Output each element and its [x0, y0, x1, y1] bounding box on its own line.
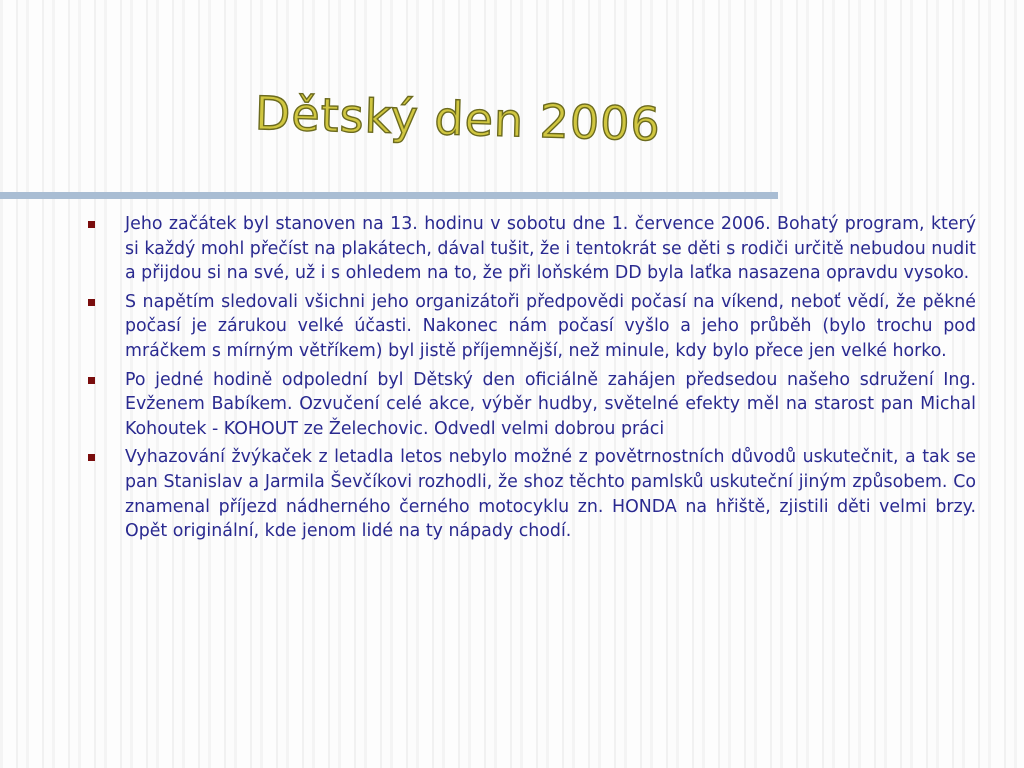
slide-title: Dětský den 2006: [254, 86, 662, 152]
square-bullet-icon: [88, 299, 95, 306]
bullet-text: Po jedné hodině odpolední byl Dětský den oficiálně zahájen předsedou našeho sdružení Ing. Evženem Babíkem. Ozvučení celé akce, výběr hudby, světelné efekty měl na starost pan Michal Kohoutek - KOHOUT ze Želechovic. Odvedl velmi dobrou práci: [125, 369, 976, 439]
bullet-list: [86, 212, 976, 548]
bullet-text: Jeho začátek byl stanoven na 13. hodinu v sobotu dne 1. července 2006. Bohatý program, který si každý mohl přečíst na plakátech, dával tušit, že i tentokrát se děti s rodiči určitě nebudou nudit a přijdou si na své, už i s ohledem na to, že při loňském DD byla laťka nasazena opravdu vysoko.: [125, 214, 976, 284]
square-bullet-icon: [88, 377, 95, 384]
bullet-text: Vyhazování žvýkaček z letadla letos nebylo možné z povětrnostních důvodů uskutečnit, a tak se pan Stanislav a Jarmila Ševčíkovi rozhodli, že shoz těchto pamlsků uskuteční jiným způsobem. Co znamenal příjezd nádherného černého motocyklu zn. HONDA na hřiště, zjistili děti velmi brzy. Opět originální, kde jenom lidé na ty nápady chodí.: [125, 447, 976, 542]
bullet-item-3: [86, 368, 976, 442]
bullet-item-1: [86, 212, 976, 286]
square-bullet-icon: [88, 221, 95, 228]
title-divider: [0, 192, 778, 199]
square-bullet-icon: [88, 454, 95, 461]
bullet-item-4: [86, 445, 976, 543]
bullet-text: S napětím sledovali všichni jeho organizátoři předpovědi počasí na víkend, neboť vědí, že pěkné počasí je zárukou velké účasti. Nakonec nám počasí vyšlo a jeho průběh (bylo trochu pod mráčkem s mírným větříkem) byl jistě příjemnější, než minule, kdy bylo přece jen velké horko.: [125, 291, 976, 361]
bullet-item-2: [86, 290, 976, 364]
